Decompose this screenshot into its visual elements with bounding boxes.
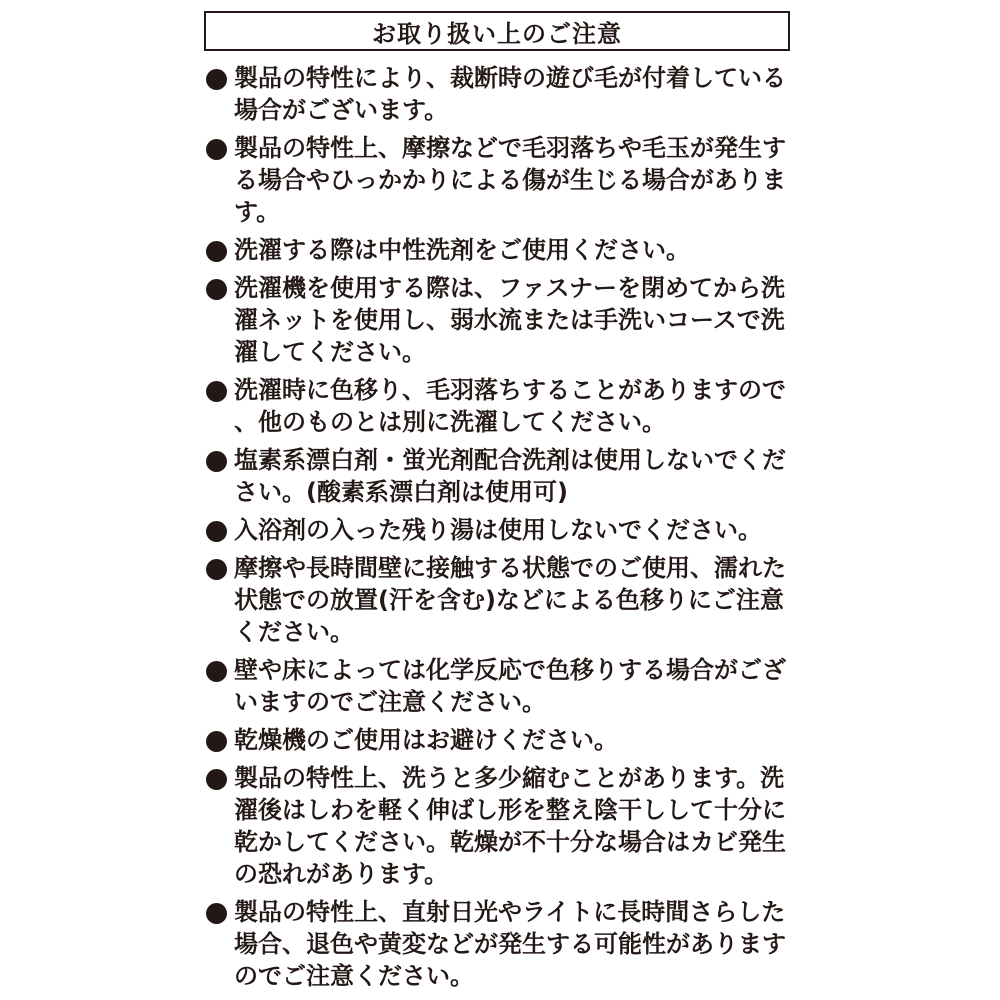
- notice-text: 乾燥機のご使用はお避けください。: [234, 726, 618, 754]
- notice-text: 塩素系漂白剤・蛍光剤配合洗剤は使用しないでください。(酸素系漂白剤は使用可): [234, 446, 786, 506]
- notice-item: [204, 444, 800, 508]
- notice-text: 壁や床によっては化学反応で色移りする場合がございますのでご注意ください。: [234, 656, 786, 716]
- notice-text: 洗濯する際は中性洗剤をご使用ください。: [234, 236, 690, 264]
- notice-item: [204, 896, 800, 992]
- bullet-icon: [206, 521, 227, 542]
- notice-item: [204, 552, 800, 648]
- notice-text: 製品の特性上、洗うと多少縮むことがあります。洗濯後はしわを軽く伸ばし形を整え陰干しして十分に乾かしてください。乾燥が不十分な場合はカビ発生の恐れがあります。: [234, 764, 786, 888]
- notice-item: [204, 724, 800, 756]
- bullet-icon: [206, 661, 227, 682]
- notice-text: 入浴剤の入った残り湯は使用しないでください。: [234, 516, 762, 544]
- bullet-icon: [206, 731, 227, 752]
- bullet-icon: [206, 241, 227, 262]
- notice-item: [204, 374, 800, 438]
- notice-text: 製品の特性により、裁断時の遊び毛が付着している場合がございます。: [234, 64, 786, 124]
- notice-item: [204, 272, 800, 368]
- notice-item: [204, 132, 800, 228]
- bullet-icon: [206, 139, 227, 160]
- notice-item: [204, 654, 800, 718]
- bullet-icon: [206, 903, 227, 924]
- notice-list: [204, 62, 800, 998]
- notice-item: [204, 234, 800, 266]
- notice-text: 製品の特性上、摩擦などで毛羽落ちや毛玉が発生する場合やひっかかりによる傷が生じる場合があります。: [234, 134, 786, 226]
- notice-title: お取り扱い上のご注意: [204, 11, 790, 51]
- notice-text: 洗濯機を使用する際は、ファスナーを閉めてから洗濯ネットを使用し、弱水流または手洗いコースで洗濯してください。: [234, 274, 786, 366]
- notice-text: 製品の特性上、直射日光やライトに長時間さらした場合、退色や黄変などが発生する可能性がありますのでご注意ください。: [234, 898, 786, 990]
- notice-item: [204, 762, 800, 890]
- bullet-icon: [206, 559, 227, 580]
- bullet-icon: [206, 769, 227, 790]
- notice-text: 摩擦や長時間壁に接触する状態でのご使用、濡れた状態での放置(汗を含む)などによる色移りにご注意ください。: [234, 554, 786, 646]
- bullet-icon: [206, 279, 227, 300]
- notice-item: [204, 514, 800, 546]
- notice-text: 洗濯時に色移り、毛羽落ちすることがありますので、他のものとは別に洗濯してください。: [234, 376, 786, 436]
- bullet-icon: [206, 381, 227, 402]
- notice-item: [204, 62, 800, 126]
- bullet-icon: [206, 451, 227, 472]
- bullet-icon: [206, 69, 227, 90]
